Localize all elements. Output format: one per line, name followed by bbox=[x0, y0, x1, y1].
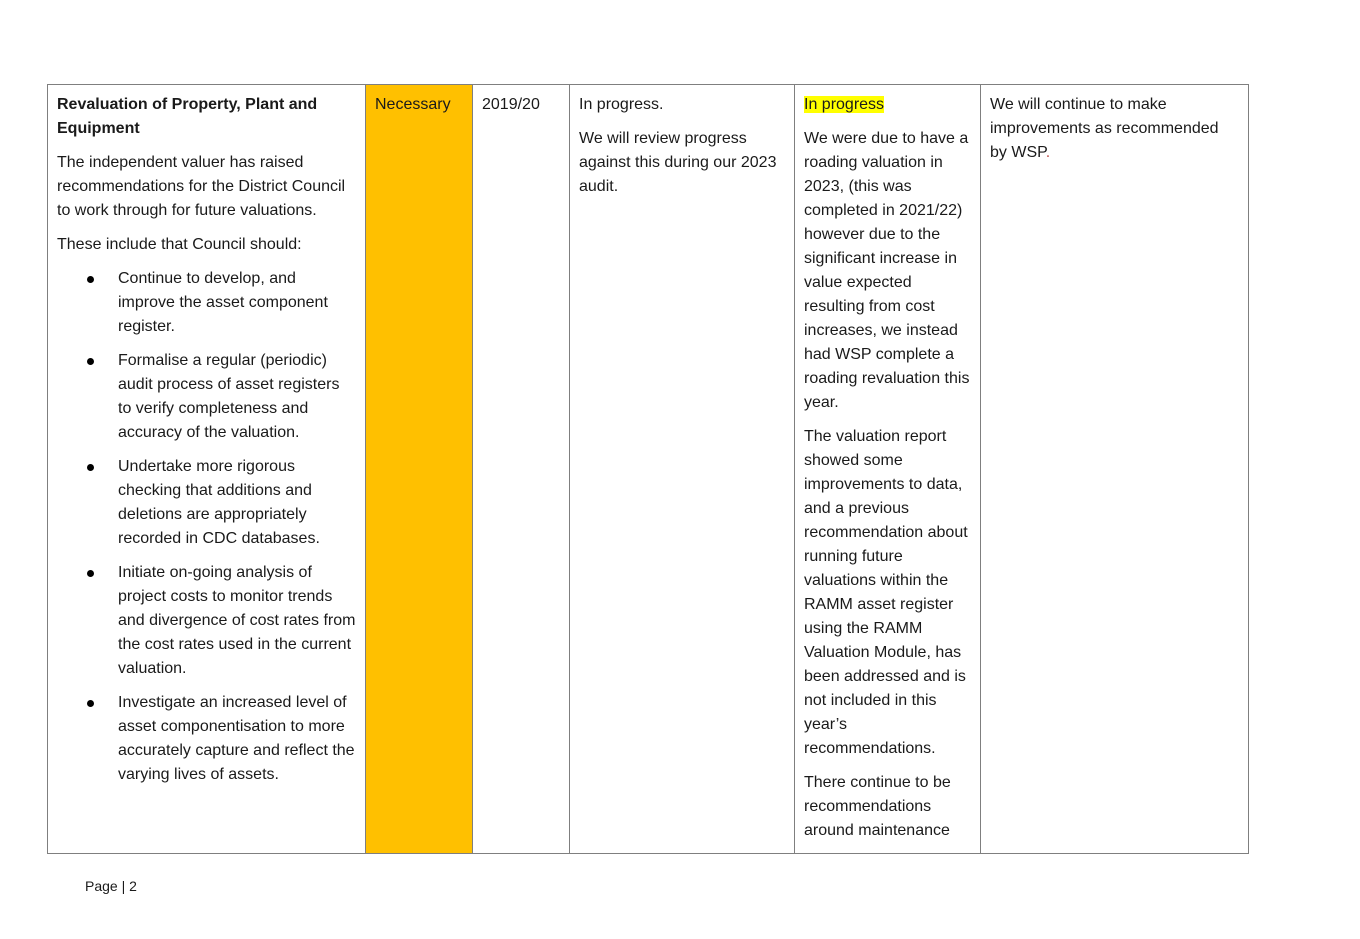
priority-label: Necessary bbox=[375, 96, 451, 113]
list-item-text: Investigate an increased level of asset componentisation to more accurately capture and reflect the varying lives of assets. bbox=[118, 694, 355, 783]
issue-lead: These include that Council should: bbox=[57, 236, 302, 253]
update-paragraph: We were due to have a roading valuation in 2023, (this was completed in 2021/22) however due to the significant increase in value expected resulting from cost increases, we instead had WSP complete a roading revaluation this year. bbox=[804, 130, 970, 411]
list-item-text: Continue to develop, and improve the asset component register. bbox=[118, 270, 328, 335]
update-cell bbox=[795, 85, 981, 854]
update-paragraph: The valuation report showed some improvements to data, and a previous recommendation about running future valuations within the RAMM asset register using the RAMM Valuation Module, has been addressed and is not included in this year’s recommendations. bbox=[804, 428, 968, 757]
year-cell bbox=[473, 85, 570, 854]
status-note: We will review progress against this during our 2023 audit. bbox=[579, 130, 777, 195]
bullet-icon bbox=[87, 464, 94, 471]
status-highlight: In progress bbox=[804, 96, 885, 113]
page-number: Page | 2 bbox=[85, 878, 137, 894]
recommendation-list bbox=[57, 267, 356, 787]
table-row bbox=[48, 85, 1249, 854]
list-item bbox=[57, 561, 356, 681]
bullet-icon bbox=[87, 276, 94, 283]
status-line: In progress. bbox=[579, 96, 664, 113]
list-item bbox=[57, 349, 356, 445]
list-item bbox=[57, 455, 356, 551]
response-trailing-mark: . bbox=[1045, 144, 1051, 161]
list-item-text: Formalise a regular (periodic) audit process of asset registers to verify completeness and accuracy of the valuation. bbox=[118, 352, 340, 441]
priority-cell bbox=[366, 85, 473, 854]
list-item-text: Undertake more rigorous checking that additions and deletions are appropriately recorded in CDC databases. bbox=[118, 458, 320, 547]
update-paragraph: There continue to be recommendations around maintenance bbox=[804, 774, 951, 839]
status-cell bbox=[570, 85, 795, 854]
year-raised: 2019/20 bbox=[482, 96, 540, 113]
response-cell bbox=[981, 85, 1249, 854]
list-item bbox=[57, 267, 356, 339]
bullet-icon bbox=[87, 570, 94, 577]
issue-title: Revaluation of Property, Plant and Equipment bbox=[57, 96, 318, 137]
list-item bbox=[57, 691, 356, 787]
recommendations-table bbox=[47, 84, 1249, 854]
issue-cell bbox=[48, 85, 366, 854]
bullet-icon bbox=[87, 700, 94, 707]
bullet-icon bbox=[87, 358, 94, 365]
issue-intro: The independent valuer has raised recommendations for the District Council to work through for future valuations. bbox=[57, 154, 346, 219]
list-item-text: Initiate on-going analysis of project costs to monitor trends and divergence of cost rates from the cost rates used in the current valuation. bbox=[118, 564, 356, 677]
management-response: We will continue to make improvements as recommended by WSP bbox=[990, 96, 1219, 161]
